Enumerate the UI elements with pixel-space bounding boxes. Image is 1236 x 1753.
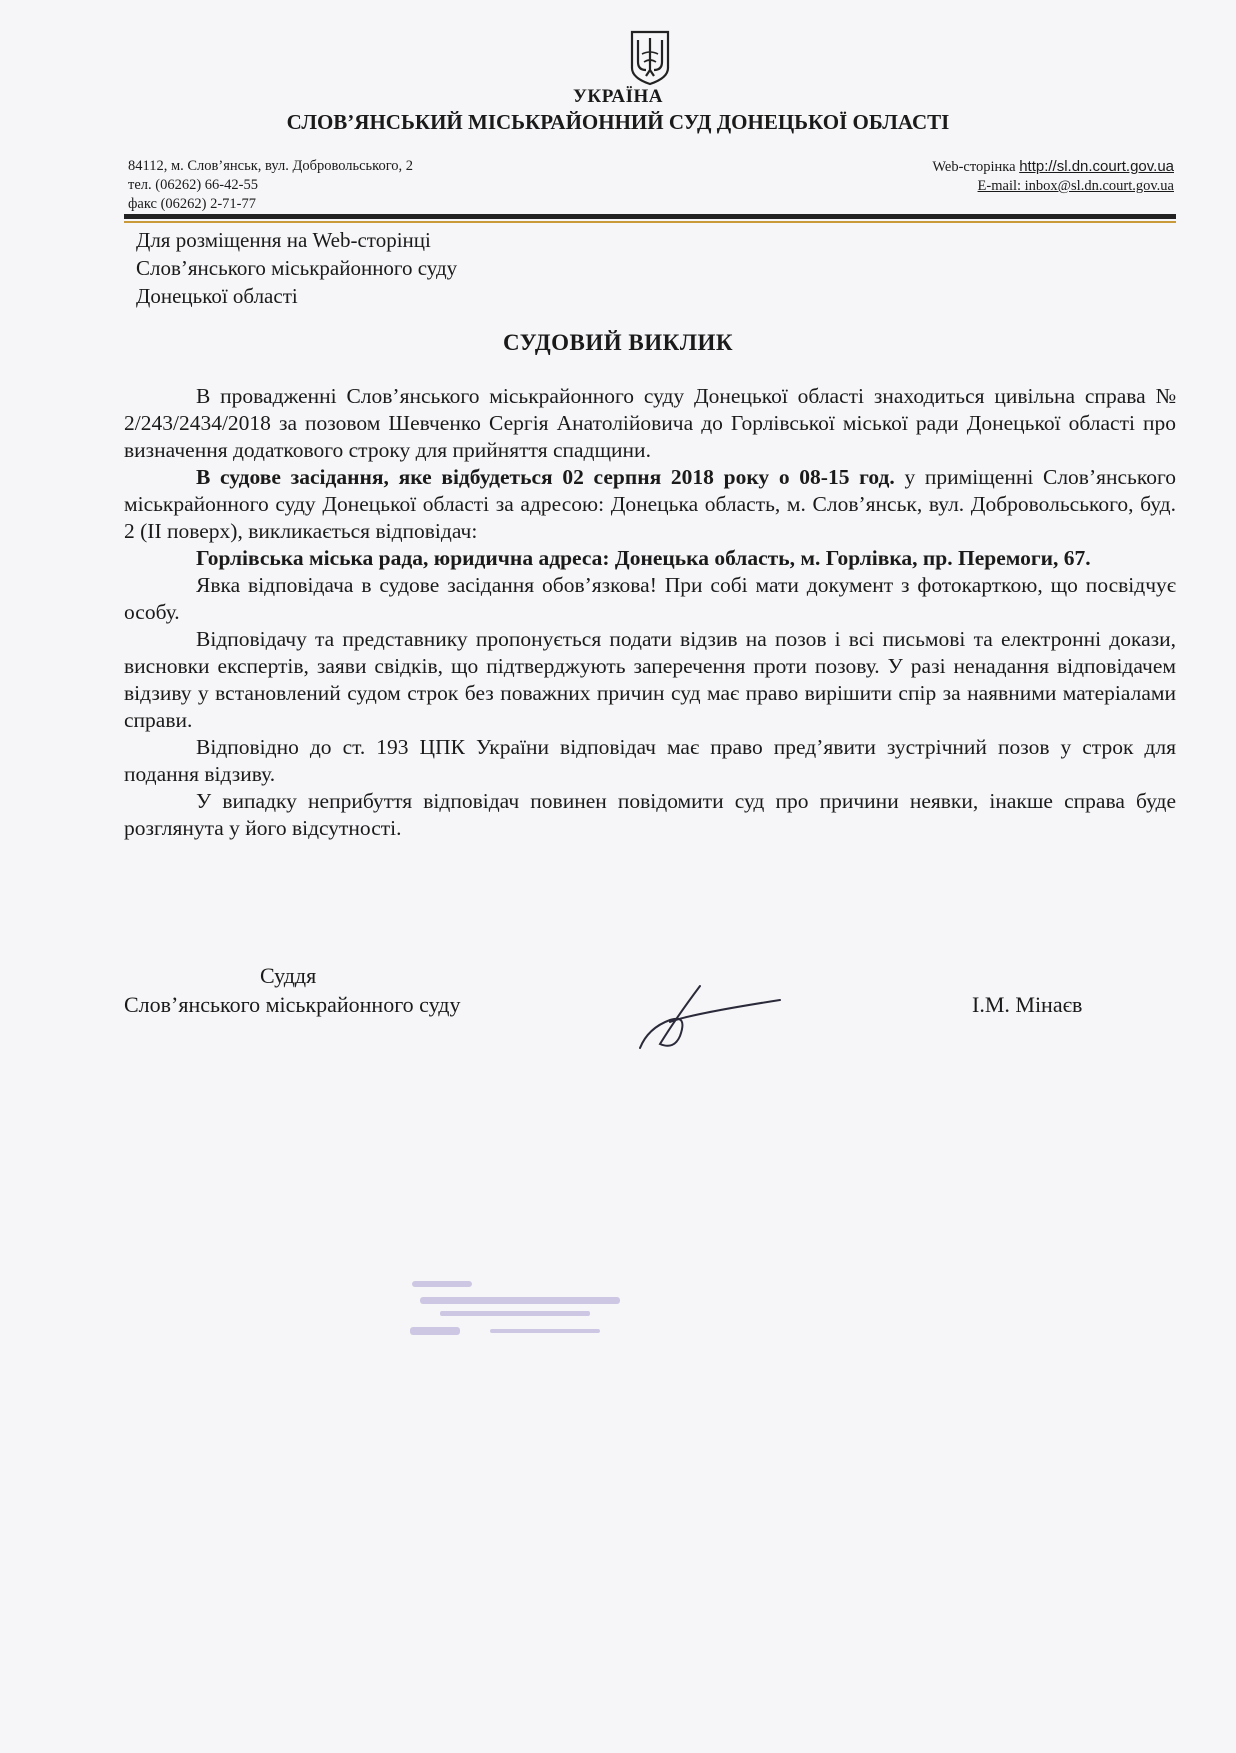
- recipient-line: Слов’янського міськрайонного суду: [136, 256, 458, 280]
- web-label: Web-сторінка: [932, 159, 1016, 175]
- header-divider-accent: [124, 221, 1176, 223]
- paragraph-hearing: [124, 464, 1176, 545]
- trident-emblem-icon: [628, 28, 672, 86]
- web-line: [932, 157, 1174, 177]
- fax-line: факс (06262) 2-71-77: [128, 196, 257, 212]
- email-link[interactable]: E-mail: inbox@sl.dn.court.gov.ua: [977, 178, 1174, 194]
- signer-name: І.М. Мінаєв: [972, 992, 1083, 1017]
- paragraph-counterclaim: Відповідно до ст. 193 ЦПК України відповідач має право пред’явити зустрічний позов у строк для подання відзиву.: [124, 735, 1176, 786]
- summons-body: [124, 383, 1176, 842]
- address-line: 84112, м. Слов’янськ, вул. Добровольського, 2: [128, 158, 414, 174]
- hearing-location-text: у приміщенні Слов’янського міськрайонного суду Донецької області за адресою: Донецька область, м. Слов’янськ, вул. Добровольського, буд. 2 (ІІ поверх), викликається відповідач:: [124, 465, 1176, 543]
- paragraph-defendant: [124, 545, 1176, 572]
- paragraph-case: В провадженні Слов’янського міськрайонного суду Донецької області знаходиться цивільна справа № 2/243/2434/2018 за позовом Шевченко Сергія Анатолійовича до Горлівської міської ради Донецької області про визначення додаткового строку для прийняття спадщини.: [124, 384, 1176, 462]
- paragraph-response: Відповідачу та представнику пропонується подати відзив на позов і всі письмові та електронні докази, висновки експертів, заяви свідків, що підтверджують заперечення проти позову. У разі ненадання відповідачем відзиву у встановлений судом строк без поважних причин суд має право вирішити спір за наявними матеріалами справи.: [124, 627, 1176, 732]
- signer-court: Слов’янського міськрайонного суду: [124, 992, 461, 1017]
- document-title: СУДОВИЙ ВИКЛИК: [502, 330, 734, 355]
- signer-title: Суддя: [260, 963, 317, 988]
- paragraph-absence: У випадку неприбуття відповідач повинен повідомити суд про причини неявки, інакше справа буде розглянута у його відсутності.: [124, 789, 1176, 840]
- hearing-date-text: В судове засідання, яке відбудеться 02 серпня 2018 року о 08-15 год.: [196, 465, 895, 489]
- recipient-line: Для розміщення на Web-сторінці: [136, 228, 431, 252]
- court-contacts: [932, 157, 1174, 196]
- handwritten-signature-icon: [630, 978, 790, 1058]
- defendant-text: Горлівська міська рада, юридична адреса: Донецька область, м. Горлівка, пр. Перемоги, 67.: [196, 546, 1091, 570]
- country-heading: УКРАЇНА: [572, 86, 663, 107]
- recipient-line: Донецької області: [136, 284, 298, 308]
- court-heading: СЛОВ’ЯНСЬКИЙ МІСЬКРАЙОННИЙ СУД ДОНЕЦЬКОЇ ОБЛАСТІ: [286, 110, 950, 134]
- paragraph-attendance: Явка відповідача в судове засідання обов’язкова! При собі мати документ з фотокарткою, що посвідчує особу.: [124, 573, 1176, 624]
- faded-stamp-icon: [400, 1275, 640, 1355]
- web-link[interactable]: http://sl.dn.court.gov.ua: [1019, 158, 1174, 175]
- header-divider: [124, 214, 1176, 219]
- recipient-block: [136, 226, 457, 310]
- phone-line: тел. (06262) 66-42-55: [128, 177, 258, 193]
- court-address: [128, 157, 413, 214]
